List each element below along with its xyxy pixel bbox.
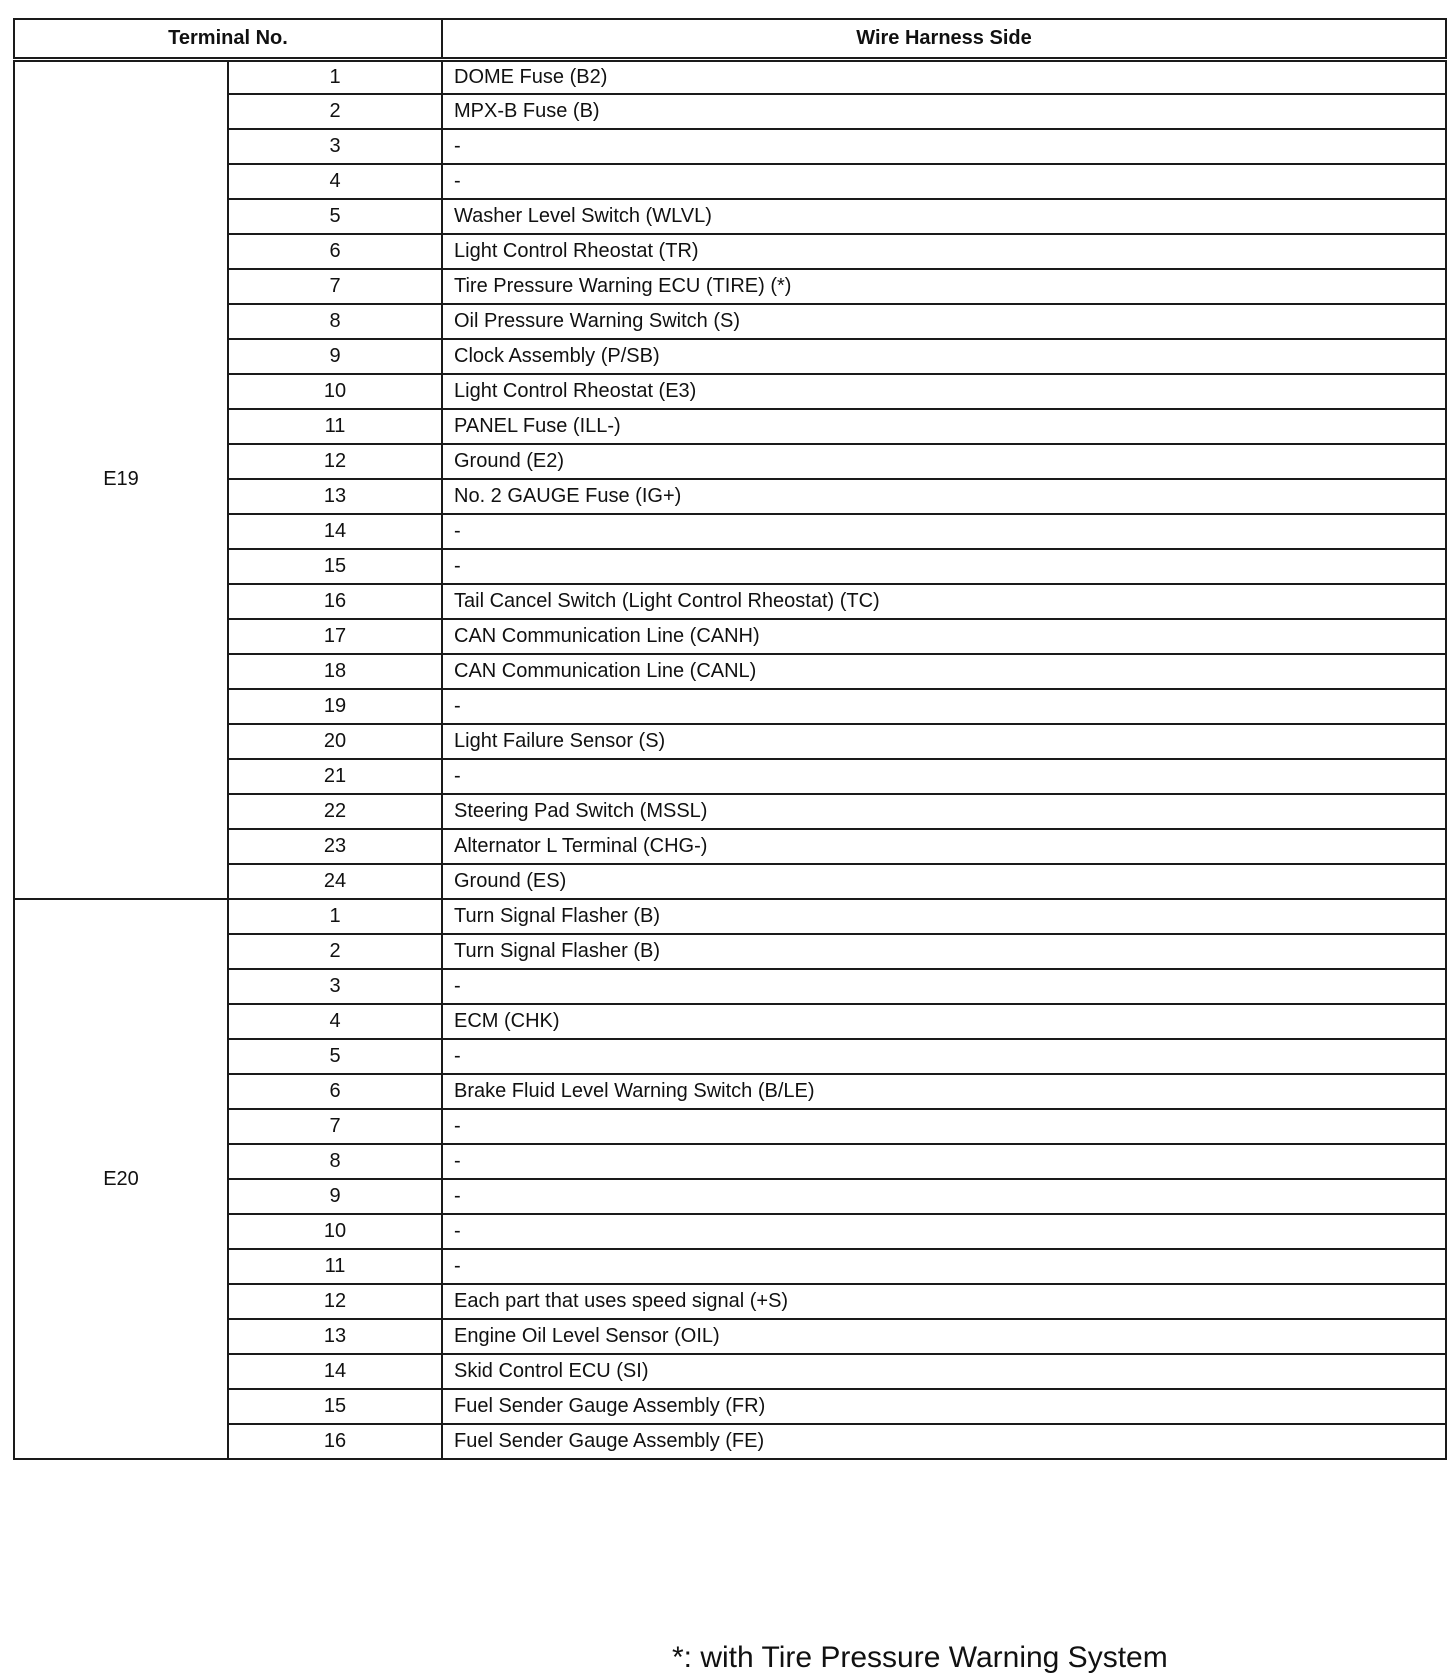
wire-harness-side-cell: Ground (E2) <box>442 444 1446 479</box>
table-row <box>14 1424 1446 1459</box>
wire-harness-side-cell: Light Failure Sensor (S) <box>442 724 1446 759</box>
wire-harness-side-cell: - <box>442 1249 1446 1284</box>
table-row <box>14 129 1446 164</box>
terminal-number-cell: 15 <box>228 549 442 584</box>
wire-harness-side-cell: No. 2 GAUGE Fuse (IG+) <box>442 479 1446 514</box>
wire-harness-side-cell: Skid Control ECU (SI) <box>442 1354 1446 1389</box>
terminal-number-cell: 24 <box>228 864 442 899</box>
table-row <box>14 1109 1446 1144</box>
wire-harness-side-cell: Ground (ES) <box>442 864 1446 899</box>
wire-harness-side-cell: - <box>442 514 1446 549</box>
table-row <box>14 1179 1446 1214</box>
table-row <box>14 304 1446 339</box>
wire-harness-side-cell: Alternator L Terminal (CHG-) <box>442 829 1446 864</box>
terminal-number-cell: 15 <box>228 1389 442 1424</box>
wire-harness-side-cell: - <box>442 1214 1446 1249</box>
terminal-number-cell: 12 <box>228 444 442 479</box>
terminal-number-cell: 5 <box>228 199 442 234</box>
table-row <box>14 1004 1446 1039</box>
table-row <box>14 1354 1446 1389</box>
wire-harness-side-cell: - <box>442 969 1446 1004</box>
table-row <box>14 759 1446 794</box>
table-row <box>14 1319 1446 1354</box>
wire-harness-side-cell: - <box>442 164 1446 199</box>
terminal-number-cell: 13 <box>228 1319 442 1354</box>
terminal-number-cell: 1 <box>228 59 442 94</box>
terminal-number-cell: 7 <box>228 1109 442 1144</box>
table-row <box>14 409 1446 444</box>
wire-harness-side-cell: CAN Communication Line (CANH) <box>442 619 1446 654</box>
terminal-number-cell: 23 <box>228 829 442 864</box>
wire-harness-side-cell: Turn Signal Flasher (B) <box>442 899 1446 934</box>
wire-harness-side-cell: - <box>442 759 1446 794</box>
terminal-number-cell: 2 <box>228 934 442 969</box>
wire-harness-side-cell: - <box>442 1039 1446 1074</box>
table-row <box>14 794 1446 829</box>
table-row <box>14 1389 1446 1424</box>
wire-harness-side-cell: - <box>442 549 1446 584</box>
table-row <box>14 94 1446 129</box>
footnote: *: with Tire Pressure Warning System <box>672 1641 1168 1674</box>
table-row <box>14 584 1446 619</box>
wire-harness-side-cell: Each part that uses speed signal (+S) <box>442 1284 1446 1319</box>
table-row <box>14 1039 1446 1074</box>
table-row <box>14 1074 1446 1109</box>
terminal-number-cell: 7 <box>228 269 442 304</box>
wire-harness-side-cell: Clock Assembly (P/SB) <box>442 339 1446 374</box>
wire-harness-side-cell: Light Control Rheostat (TR) <box>442 234 1446 269</box>
terminal-number-cell: 17 <box>228 619 442 654</box>
terminal-number-cell: 5 <box>228 1039 442 1074</box>
terminal-number-cell: 21 <box>228 759 442 794</box>
wire-harness-side-cell: - <box>442 1109 1446 1144</box>
wire-harness-side-cell: Tail Cancel Switch (Light Control Rheostat) (TC) <box>442 584 1446 619</box>
terminal-number-cell: 4 <box>228 164 442 199</box>
header-terminal-no: Terminal No. <box>14 19 442 59</box>
wire-harness-side-cell: Oil Pressure Warning Switch (S) <box>442 304 1446 339</box>
connector-cell: E20 <box>14 899 228 1459</box>
table-row <box>14 339 1446 374</box>
table-row <box>14 689 1446 724</box>
wire-harness-side-cell: Steering Pad Switch (MSSL) <box>442 794 1446 829</box>
table-row <box>14 164 1446 199</box>
table-row <box>14 619 1446 654</box>
terminal-number-cell: 18 <box>228 654 442 689</box>
connector-cell: E19 <box>14 59 228 899</box>
table-header-row <box>14 19 1446 59</box>
table-row <box>14 969 1446 1004</box>
wire-harness-side-cell: Brake Fluid Level Warning Switch (B/LE) <box>442 1074 1446 1109</box>
terminal-number-cell: 3 <box>228 129 442 164</box>
terminal-number-cell: 20 <box>228 724 442 759</box>
table-row <box>14 199 1446 234</box>
wire-harness-side-cell: - <box>442 129 1446 164</box>
table-row <box>14 654 1446 689</box>
terminal-number-cell: 9 <box>228 1179 442 1214</box>
header-wire-harness-side: Wire Harness Side <box>442 19 1446 59</box>
table-row <box>14 479 1446 514</box>
wire-harness-side-cell: Fuel Sender Gauge Assembly (FE) <box>442 1424 1446 1459</box>
wire-harness-side-cell: MPX-B Fuse (B) <box>442 94 1446 129</box>
terminal-number-cell: 16 <box>228 1424 442 1459</box>
terminal-number-cell: 8 <box>228 304 442 339</box>
table-body <box>14 59 1446 1459</box>
wire-harness-side-cell: Turn Signal Flasher (B) <box>442 934 1446 969</box>
terminal-number-cell: 10 <box>228 374 442 409</box>
terminal-number-cell: 6 <box>228 1074 442 1109</box>
table-row <box>14 549 1446 584</box>
table-row <box>14 724 1446 759</box>
terminal-number-cell: 2 <box>228 94 442 129</box>
terminal-number-cell: 22 <box>228 794 442 829</box>
table-row <box>14 1249 1446 1284</box>
table-row <box>14 269 1446 304</box>
wire-harness-side-cell: - <box>442 1144 1446 1179</box>
wire-harness-side-cell: - <box>442 689 1446 724</box>
table-row <box>14 829 1446 864</box>
table-row <box>14 444 1446 479</box>
wire-harness-side-cell: Tire Pressure Warning ECU (TIRE) (*) <box>442 269 1446 304</box>
wire-harness-side-cell: Light Control Rheostat (E3) <box>442 374 1446 409</box>
table-row <box>14 934 1446 969</box>
wire-harness-side-cell: CAN Communication Line (CANL) <box>442 654 1446 689</box>
terminal-number-cell: 9 <box>228 339 442 374</box>
terminal-number-cell: 11 <box>228 409 442 444</box>
table-row <box>14 1144 1446 1179</box>
wire-harness-side-cell: Washer Level Switch (WLVL) <box>442 199 1446 234</box>
wire-harness-side-cell: Fuel Sender Gauge Assembly (FR) <box>442 1389 1446 1424</box>
wire-harness-side-cell: - <box>442 1179 1446 1214</box>
terminal-number-cell: 19 <box>228 689 442 724</box>
terminal-number-cell: 8 <box>228 1144 442 1179</box>
terminal-number-cell: 14 <box>228 514 442 549</box>
terminal-table <box>13 18 1447 1460</box>
terminal-number-cell: 16 <box>228 584 442 619</box>
terminal-number-cell: 11 <box>228 1249 442 1284</box>
table-row <box>14 864 1446 899</box>
wire-harness-side-cell: Engine Oil Level Sensor (OIL) <box>442 1319 1446 1354</box>
terminal-number-cell: 6 <box>228 234 442 269</box>
terminal-number-cell: 10 <box>228 1214 442 1249</box>
terminal-number-cell: 1 <box>228 899 442 934</box>
table-row <box>14 234 1446 269</box>
table-row <box>14 1284 1446 1319</box>
table-row <box>14 514 1446 549</box>
wire-harness-side-cell: PANEL Fuse (ILL-) <box>442 409 1446 444</box>
table-row <box>14 59 1446 94</box>
wire-harness-side-cell: ECM (CHK) <box>442 1004 1446 1039</box>
terminal-number-cell: 3 <box>228 969 442 1004</box>
terminal-number-cell: 13 <box>228 479 442 514</box>
terminal-number-cell: 4 <box>228 1004 442 1039</box>
terminal-number-cell: 12 <box>228 1284 442 1319</box>
wire-harness-side-cell: DOME Fuse (B2) <box>442 59 1446 94</box>
table-row <box>14 374 1446 409</box>
table-row <box>14 1214 1446 1249</box>
table-row <box>14 899 1446 934</box>
terminal-number-cell: 14 <box>228 1354 442 1389</box>
